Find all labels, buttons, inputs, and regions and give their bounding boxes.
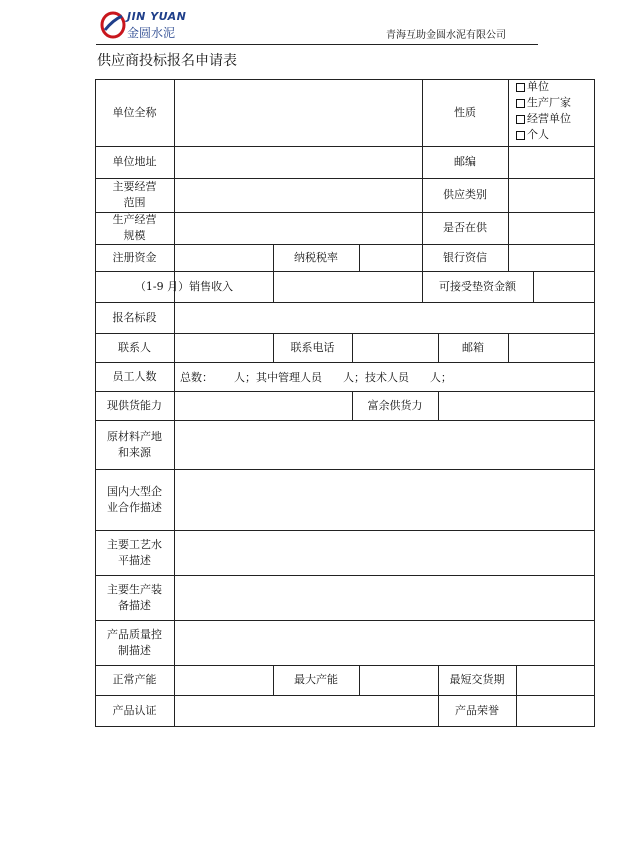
in-supply-label: 是否在供 [443, 221, 487, 234]
contact-field[interactable] [175, 333, 273, 362]
production-equipment-label: 主要生产装备描述 [107, 582, 162, 612]
nature-option-dealer[interactable]: 经营单位 [516, 111, 571, 127]
normal-capacity-field[interactable] [175, 665, 273, 695]
supply-category-label: 供应类别 [443, 188, 487, 201]
registered-capital-field[interactable] [175, 244, 273, 271]
page-title: 供应商投标报名申请表 [97, 53, 237, 69]
supply-category-field[interactable] [509, 178, 594, 212]
production-scale-field[interactable] [175, 212, 422, 244]
logo-emblem-icon [100, 10, 126, 40]
shortest-delivery-label: 最短交货期 [449, 673, 505, 686]
checkbox-icon [516, 83, 525, 92]
quality-control-field[interactable] [175, 620, 594, 665]
application-form [95, 79, 595, 727]
process-level-label: 主要工艺水平描述 [107, 537, 162, 567]
address-field[interactable] [175, 146, 422, 178]
surplus-supply-field[interactable] [439, 391, 594, 420]
contact-label: 联系人 [118, 340, 151, 354]
staff-count-label: 员工人数 [112, 369, 157, 383]
company-logo [100, 8, 200, 42]
quality-control-label: 产品质量控制描述 [107, 627, 162, 657]
postcode-label: 邮编 [454, 155, 476, 168]
current-supply-label: 现供货能力 [107, 398, 162, 412]
postcode-field[interactable] [509, 146, 594, 178]
phone-label: 联系电话 [290, 340, 335, 354]
form-border-bottom [95, 726, 595, 727]
sales-income-field[interactable] [274, 271, 422, 302]
process-level-field[interactable] [175, 530, 594, 575]
registered-capital-label: 注册资金 [112, 250, 157, 264]
certification-label: 产品认证 [112, 703, 157, 717]
nature-options [514, 79, 596, 146]
tax-rate-field[interactable] [360, 244, 422, 271]
checkbox-icon [516, 115, 525, 124]
domestic-cooperation-field[interactable] [175, 469, 594, 530]
logo-text-cn: 金圆水泥 [127, 26, 176, 40]
unit-name-label: 单位全称 [112, 105, 157, 119]
domestic-cooperation-label: 国内大型企业合作描述 [107, 484, 162, 514]
email-field[interactable] [509, 333, 594, 362]
advance-funds-label: 可接受垫资金额 [439, 279, 516, 293]
max-capacity-label: 最大产能 [294, 673, 338, 686]
bank-credit-field[interactable] [509, 244, 594, 271]
staff-detail-field[interactable]: 总数： 人；其中管理人员 人；技术人员 人； [180, 370, 452, 384]
raw-material-field[interactable] [175, 420, 594, 469]
unit-name-field[interactable] [175, 79, 422, 146]
max-capacity-field[interactable] [360, 665, 438, 695]
current-supply-field[interactable] [175, 391, 352, 420]
honors-field[interactable] [517, 695, 594, 726]
production-equipment-field[interactable] [175, 575, 594, 620]
bid-section-field[interactable] [175, 302, 594, 333]
checkbox-icon [516, 131, 525, 140]
nature-label: 性质 [454, 105, 476, 119]
email-label: 邮箱 [462, 340, 484, 354]
tax-rate-label: 纳税税率 [294, 250, 338, 264]
raw-material-label: 原材料产地和来源 [107, 429, 162, 459]
production-scale-label: 生产经营规模 [112, 213, 157, 242]
form-border-right [594, 79, 595, 727]
header-divider [96, 44, 538, 45]
surplus-supply-label: 富余供货力 [367, 398, 423, 412]
company-name: 青海互助金圆水泥有限公司 [386, 30, 506, 41]
bank-credit-label: 银行资信 [443, 250, 487, 264]
sales-income-label: （1-9 月）销售收入 [134, 279, 234, 293]
business-scope-field[interactable] [175, 178, 422, 212]
certification-field[interactable] [175, 695, 438, 726]
nature-option-manufacturer[interactable]: 生产厂家 [516, 95, 571, 111]
bid-section-label: 报名标段 [112, 310, 157, 324]
normal-capacity-label: 正常产能 [112, 673, 157, 686]
nature-option-unit[interactable]: 单位 [516, 79, 549, 95]
address-label: 单位地址 [112, 155, 157, 168]
advance-funds-field[interactable] [534, 271, 594, 302]
shortest-delivery-field[interactable] [517, 665, 594, 695]
phone-field[interactable] [353, 333, 438, 362]
logo-text-en: JIN YUAN [127, 10, 187, 23]
checkbox-icon [516, 99, 525, 108]
in-supply-field[interactable] [509, 212, 594, 244]
nature-option-individual[interactable]: 个人 [516, 127, 549, 143]
business-scope-label: 主要经营范围 [112, 180, 157, 209]
honors-label: 产品荣誉 [455, 703, 499, 717]
